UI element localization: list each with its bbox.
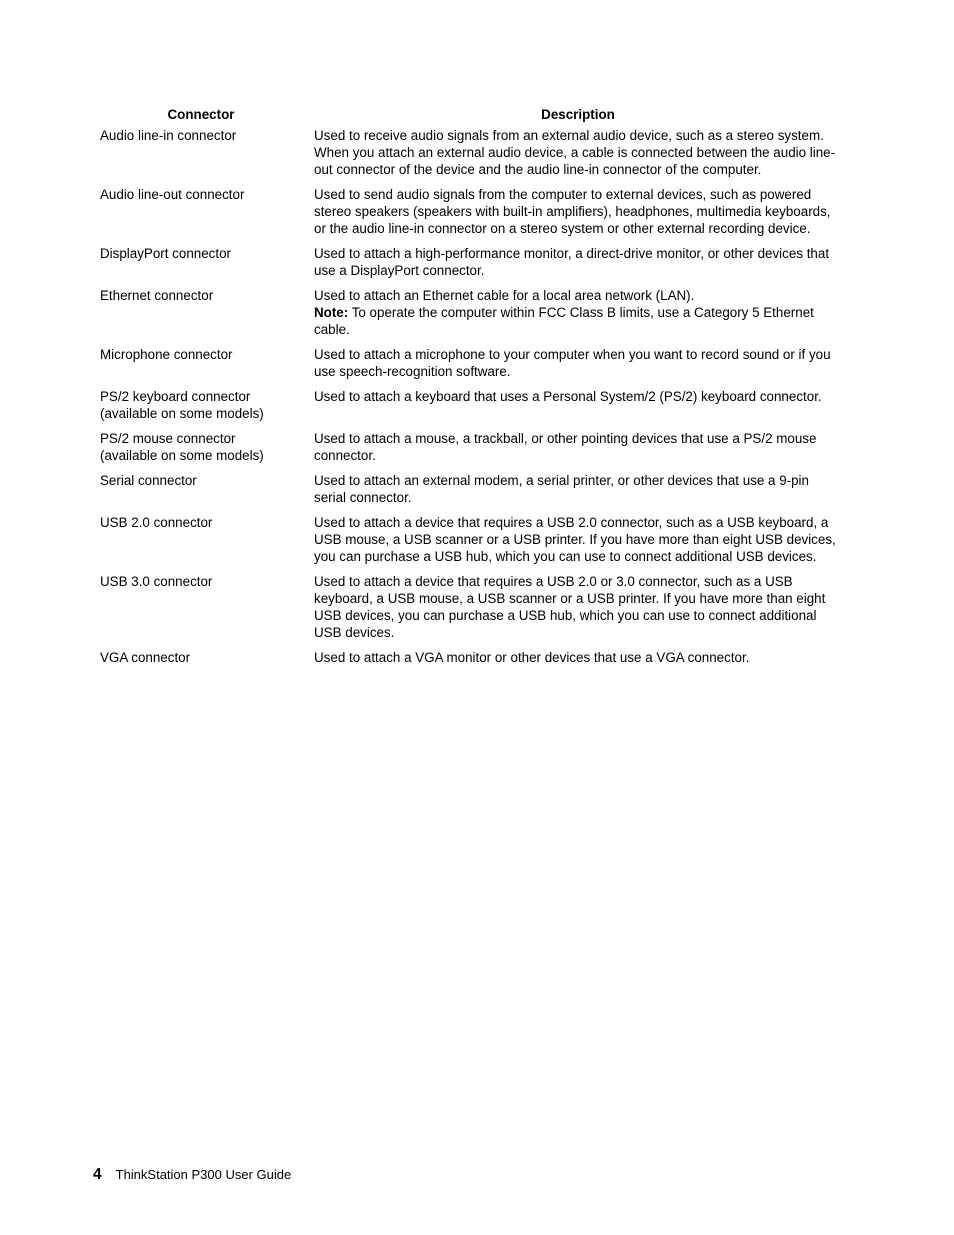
description-cell	[308, 573, 848, 649]
table-row	[94, 388, 848, 430]
table-row	[94, 430, 848, 472]
connector-description: Used to attach a keyboard that uses a Personal System/2 (PS/2) keyboard connector.	[314, 389, 822, 404]
ethernet-note	[314, 304, 842, 338]
connector-cell	[94, 573, 308, 649]
note-label: Note:	[314, 305, 349, 320]
connector-description: Used to attach a device that requires a USB 2.0 or 3.0 connector, such as a USB keyboard, a USB mouse, a USB scanner or a USB printer. If you have more than eight USB devices, you can purchase a USB hub, which you can use to connect additional USB devices.	[314, 574, 826, 640]
page-footer	[93, 1165, 291, 1185]
connector-description: Used to attach an external modem, a serial printer, or other devices that use a 9-pin serial connector.	[314, 473, 809, 505]
connector-cell	[94, 430, 308, 472]
connector-name: Audio line-in connector	[100, 128, 237, 143]
connector-name: DisplayPort connector	[100, 246, 231, 261]
table-header-row	[94, 104, 848, 127]
description-cell	[308, 388, 848, 430]
connector-name: Microphone connector	[100, 347, 233, 362]
connector-cell	[94, 346, 308, 388]
connector-name: VGA connector	[100, 650, 191, 665]
connector-description: Used to attach an Ethernet cable for a local area network (LAN).	[314, 288, 695, 303]
connector-cell	[94, 514, 308, 573]
connector-cell	[94, 127, 308, 186]
description-cell	[308, 186, 848, 245]
table-row	[94, 245, 848, 287]
connector-cell	[94, 649, 308, 674]
connector-cell	[94, 472, 308, 514]
connector-cell	[94, 287, 308, 346]
description-cell	[308, 472, 848, 514]
table-row	[94, 573, 848, 649]
connector-cell	[94, 245, 308, 287]
table-row	[94, 346, 848, 388]
connector-name: PS/2 keyboard connector	[100, 389, 251, 404]
connector-name: USB 3.0 connector	[100, 574, 213, 589]
connector-description: Used to attach a device that requires a USB 2.0 connector, such as a USB keyboard, a USB mouse, a USB scanner or a USB printer. If you have more than eight USB devices, you can purchase a USB hub, which you can use to connect additional USB devices.	[314, 515, 836, 564]
table-row	[94, 472, 848, 514]
header-description: Description	[541, 107, 615, 122]
description-cell	[308, 649, 848, 674]
connector-name: Serial connector	[100, 473, 197, 488]
table-row	[94, 186, 848, 245]
guide-title: ThinkStation P300 User Guide	[115, 1167, 292, 1182]
connector-availability: (available on some models)	[100, 448, 264, 463]
connector-availability: (available on some models)	[100, 406, 264, 421]
page-number: 4	[93, 1166, 102, 1183]
description-cell	[308, 287, 848, 346]
connector-name: USB 2.0 connector	[100, 515, 213, 530]
connector-name: Audio line-out connector	[100, 187, 245, 202]
connector-description: Used to attach a mouse, a trackball, or other pointing devices that use a PS/2 mouse connector.	[314, 431, 817, 463]
table-row	[94, 127, 848, 186]
connector-description: Used to attach a high-performance monitor, a direct-drive monitor, or other devices that use a DisplayPort connector.	[314, 246, 830, 278]
table-row	[94, 287, 848, 346]
connector-description: Used to send audio signals from the computer to external devices, such as powered stereo speakers (speakers with built-in amplifiers), headphones, multimedia keyboards, or the audio line-in connector on a stereo system or other external recording device.	[314, 187, 831, 236]
connector-cell	[94, 186, 308, 245]
table-row	[94, 649, 848, 674]
description-cell	[308, 245, 848, 287]
connector-name: Ethernet connector	[100, 288, 214, 303]
connector-description: Used to attach a VGA monitor or other devices that use a VGA connector.	[314, 650, 750, 665]
connector-description: Used to receive audio signals from an external audio device, such as a stereo system. When you attach an external audio device, a cable is connected between the audio line-out connector of the device and the audio line-in connector of the computer.	[314, 128, 836, 177]
connector-description: Used to attach a microphone to your computer when you want to record sound or if you use speech-recognition software.	[314, 347, 831, 379]
header-connector: Connector	[167, 107, 235, 122]
note-text: To operate the computer within FCC Class B limits, use a Category 5 Ethernet cable.	[314, 305, 814, 337]
table-row	[94, 514, 848, 573]
description-cell	[308, 346, 848, 388]
connector-table	[94, 104, 848, 674]
description-cell	[308, 127, 848, 186]
connector-name: PS/2 mouse connector	[100, 431, 236, 446]
description-cell	[308, 430, 848, 472]
connector-cell	[94, 388, 308, 430]
description-cell	[308, 514, 848, 573]
